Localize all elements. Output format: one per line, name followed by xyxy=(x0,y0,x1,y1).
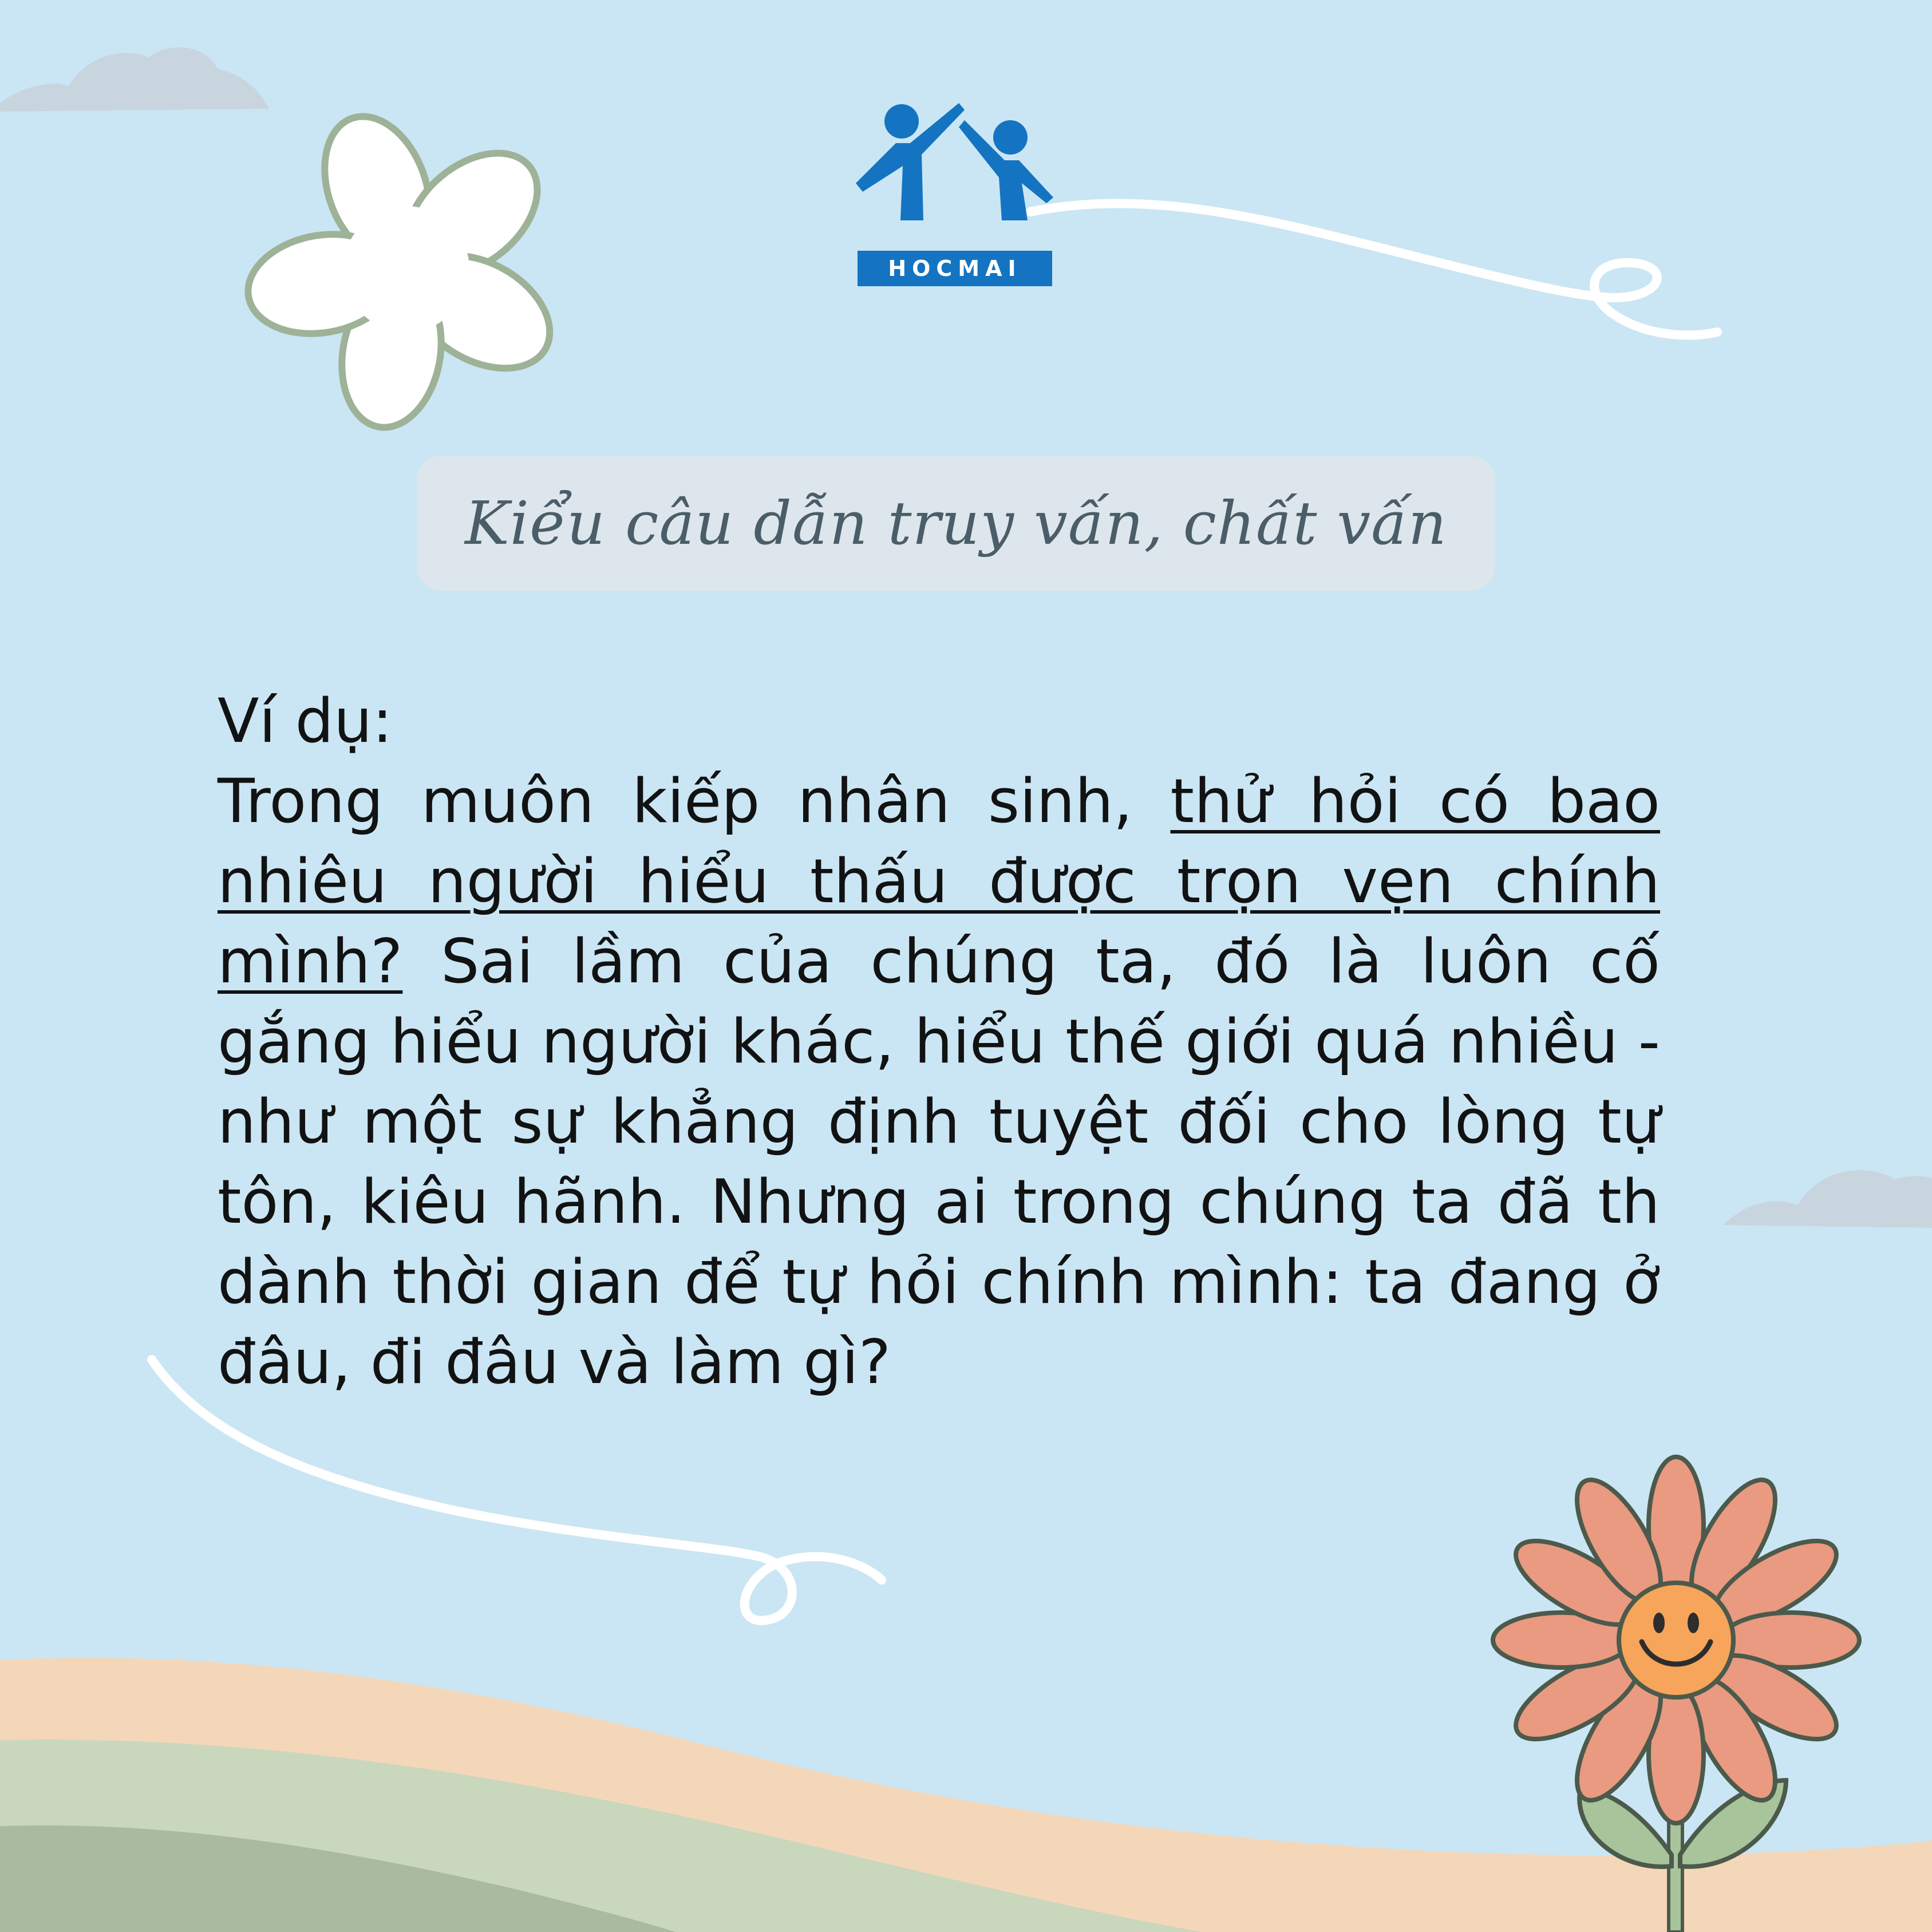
page-title: Kiểu câu dẫn truy vấn, chất vấn xyxy=(465,488,1447,558)
hocmai-figures-icon xyxy=(856,97,1056,252)
cloud-icon xyxy=(0,48,269,112)
title-box xyxy=(417,456,1495,591)
hocmai-logo xyxy=(856,97,1056,292)
example-label: Ví dụ: xyxy=(218,686,393,756)
white-flower-icon xyxy=(240,102,569,436)
wind-swirl-icon xyxy=(1030,203,1717,335)
cloud-icon xyxy=(1723,1170,1932,1228)
hocmai-brand-box xyxy=(858,251,1052,286)
paragraph-rest: Sai lầm của chúng ta, đó là luôn cố gắng hiểu người khác, hiểu thế giới quá nhiều - như một sự khẳng định tuyệt đối cho lòng tự tôn, kiêu hãnh. Nhưng ai trong chúng ta đã th dành thời gian để tự hỏi chính mình: ta đang ở đâu, đi đâu và làm gì? xyxy=(218,926,1660,1397)
paragraph-underlined: thử hỏi có bao nhiêu người hiểu thấu được trọn vẹn chính mình? xyxy=(218,766,1660,997)
logo-text: HOCMAI xyxy=(888,256,1022,281)
body-text xyxy=(218,681,1660,1402)
paragraph-intro: Trong muôn kiếp nhân sinh, xyxy=(218,766,1171,836)
paragraph xyxy=(218,766,1660,1397)
